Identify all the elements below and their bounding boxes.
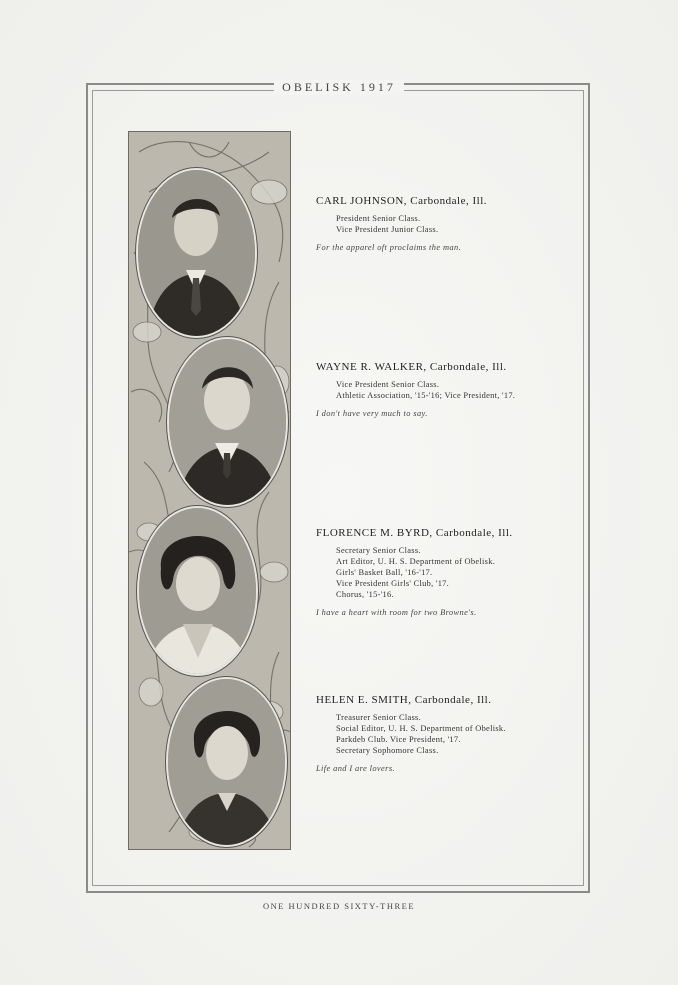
page-header [0,78,678,96]
entry-detail: Chorus, '15-'16. [336,590,394,599]
entry-quote: I don't have very much to say. [316,409,428,418]
entry-detail: Secretary Senior Class. [336,546,421,555]
entry-detail: Vice President Junior Class. [336,225,439,234]
entry-detail: Vice President Girls' Club, '17. [336,579,450,588]
portrait-wayne-walker [167,337,288,507]
page-number-footer: ONE HUNDRED SIXTY-THREE [262,901,416,911]
entry-detail: Art Editor, U. H. S. Department of Obelisk. [336,557,496,566]
entry-detail: Social Editor, U. H. S. Department of Obelisk. [336,724,506,733]
entry-detail: Secretary Sophomore Class. [336,746,439,755]
portrait-photo-icon [139,508,256,674]
header-title: OBELISK 1917 [274,80,404,95]
entry-detail: Girls' Basket Ball, '16-'17. [336,568,433,577]
entry-detail: Parkdeb Club. Vice President, '17. [336,735,461,744]
entry-quote: Life and I are lovers. [316,764,395,773]
entry-wayne-walker [316,361,576,418]
portrait-photo-icon [168,679,285,845]
portrait-strip [128,131,291,850]
entry-name: FLORENCE M. BYRD, Carbondale, Ill. [316,527,513,539]
entry-detail: Vice President Senior Class. [336,380,440,389]
entry-helen-smith [316,694,576,773]
entry-quote: I have a heart with room for two Browne's. [316,608,477,617]
entry-carl-johnson [316,195,576,252]
portrait-photo-icon [138,170,255,336]
entry-detail: Athletic Association, '15-'16; Vice President, '17. [336,391,516,400]
entry-name: CARL JOHNSON, Carbondale, Ill. [316,195,488,207]
portrait-florence-byrd [137,506,258,676]
entry-quote: For the apparel oft proclaims the man. [316,243,462,252]
entry-name: HELEN E. SMITH, Carbondale, Ill. [316,694,492,706]
entry-detail: President Senior Class. [336,214,421,223]
entry-florence-byrd [316,527,576,617]
entry-detail: Treasurer Senior Class. [336,713,421,722]
portrait-photo-icon [169,339,286,505]
portrait-carl-johnson [136,168,257,338]
entry-name: WAYNE R. WALKER, Carbondale, Ill. [316,361,507,373]
portrait-helen-smith [166,677,287,847]
